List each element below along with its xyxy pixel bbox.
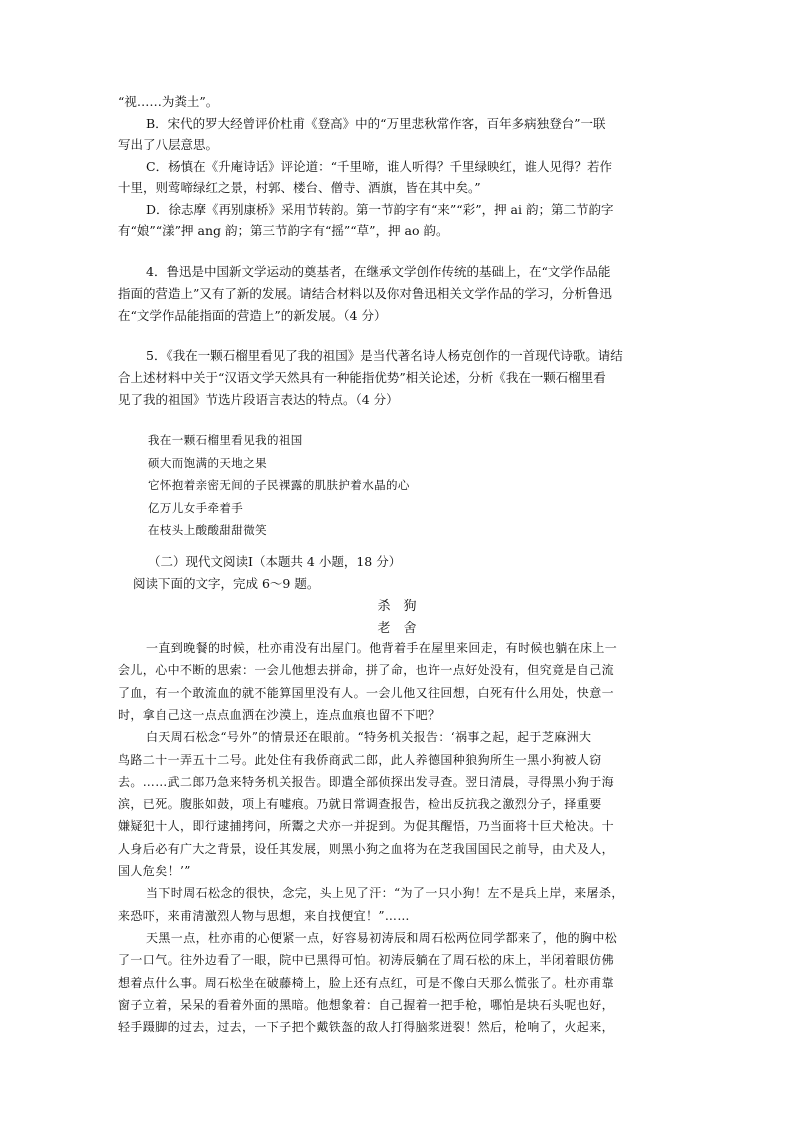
story-line: 了血，有一个敢流血的就不能算国里没有人。一会儿他又往回想，白死有什么用处，快意一 [118, 685, 615, 700]
story-author: 老 舍 [377, 621, 417, 636]
text-line: 见了我的祖国》节选片段语言表达的特点。（4 分） [118, 392, 399, 407]
story-line: 窗子立着，呆呆的看着外面的黑暗。他想象着：自己握着一把手枪，哪怕是块石头呢也好， [118, 997, 615, 1012]
text-line: D．徐志摩《再别康桥》采用节转韵。第一节韵字有“来”“彩”，押 ai 韵；第二节韵字 [146, 201, 614, 217]
story-line: 当下时周石松念的很快，念完，头上见了汗：“为了一只小狗！左不是兵上岸，来屠杀， [146, 886, 624, 901]
text-line: 5．《我在一颗石榴里看见了我的祖国》是当代著名诗人杨克创作的一首现代诗歌。请结 [146, 348, 623, 363]
text-line: 十里，则莺啼绿红之景，村郭、楼台、僧寺、酒旗，皆在其中矣。” [118, 180, 481, 195]
poem-line: 它怀抱着亲密无间的子民裸露的肌肤护着水晶的心 [148, 478, 410, 492]
story-line: 去。……武二郎乃急来特务机关报告。即遣全部侦探出发寻查。翌日清晨，寻得黑小狗于海 [118, 774, 615, 789]
story-line: 滨，已死。腹胀如鼓，项上有嘘痕。乃就日常调查报告，检出反抗我之激烈分子，择重要 [118, 797, 602, 812]
text-line: 有“娘”“漾”押 ang 韵；第三节韵字有“摇”“草”，押 ao 韵。 [118, 223, 449, 238]
story-line: 人身后必有广大之背景，设任其发展，则黑小狗之血将为在芝我国国民之前导，由犬及人， [118, 841, 615, 856]
story-line: 了一口气。往外边看了一眼，院中已黑得可怕。初涛辰躺在了周石松的床上，半闭着眼仿佛 [118, 953, 615, 968]
story-line: 鸟路二十一弄五十二号。此处住有我侨商武二郎，此人养德国种狼狗所生一黑小狗被人窃 [118, 752, 602, 767]
poem-line: 亿万儿女手牵着手 [148, 500, 244, 515]
text-line: “视……为粪土”。 [118, 94, 219, 109]
story-line: 白天周石松念“号外”的情景还在眼前。“特务机关报告：‘祸事之起，起于芝麻洲大 [146, 730, 592, 745]
text-line: 合上述材料中关于“汉语文学天然具有一种能指优势”相关论述，分析《我在一颗石榴里看 [118, 370, 606, 385]
story-line: 轻手蹑脚的过去，过去，一下子把个戴铁盔的敌人打得脑浆迸裂！然后，枪响了，火起来， [118, 1020, 615, 1035]
story-line: 嫌疑犯十人，即行逮捕拷问，所鬻之犬亦一并捉到。为促其醒悟，乃当面将十巨犬枪决。十 [118, 819, 615, 834]
text-line: 4．鲁迅是中国新文学运动的奠基者，在继承文学创作传统的基础上，在“文学作品能 [146, 264, 611, 279]
text-line: 指面的营造上”又有了新的发展。请结合材料以及你对鲁迅相关文学作品的学习，分析鲁迅 [118, 286, 612, 301]
story-title: 杀 狗 [377, 599, 417, 614]
text-line: C．杨慎在《升庵诗话》评论道：“千里啼，谁人听得？千里绿映红，谁人见得？若作 [146, 158, 612, 174]
story-line: 时，拿自己这一点点血洒在沙漠上，连点血痕也留不下吧？ [118, 707, 441, 722]
story-line: 天黑一点，杜亦甫的心便紧一点，好容易初涛辰和周石松两位同学都来了，他的胸中松 [146, 930, 618, 945]
text-line: B．宋代的罗大经曾评价杜甫《登高》中的“万里悲秋常作客，百年多病独登台”一联 [146, 115, 606, 131]
poem-line: 在枝头上酸酸甜甜微笑 [148, 523, 267, 537]
story-line: 一直到晚餐的时候，杜亦甫没有出屋门。他背着手在屋里来回走，有时候也躺在床上一 [146, 641, 618, 655]
text-line: 写出了八层意思。 [118, 137, 219, 152]
story-line: 国人危矣！’” [118, 864, 191, 878]
section-heading: （二）现代文阅读Ⅰ（本题共 4 小题，18 分） [148, 554, 402, 569]
section-instruction: 阅读下面的文字，完成 6～9 题。 [133, 576, 320, 591]
poem-line: 我在一颗石榴里看见我的祖国 [148, 433, 303, 447]
text-line: 在“文学作品能指面的营造上”的新发展。（4 分） [118, 308, 387, 323]
story-line: 想着点什么事。周石松坐在破藤椅上，脸上还有点红，可是不像白天那么慌张了。杜亦甫靠 [118, 975, 615, 990]
poem-line: 硕大而饱满的天地之果 [148, 455, 267, 470]
story-line: 来恐吓，来甫清激烈人物与思想，来自找便宜！”…… [118, 908, 410, 923]
story-line: 会儿，心中不断的思索：一会儿他想去拼命，拼了命，也许一点好处没有，但究竟是自己流 [118, 663, 615, 678]
